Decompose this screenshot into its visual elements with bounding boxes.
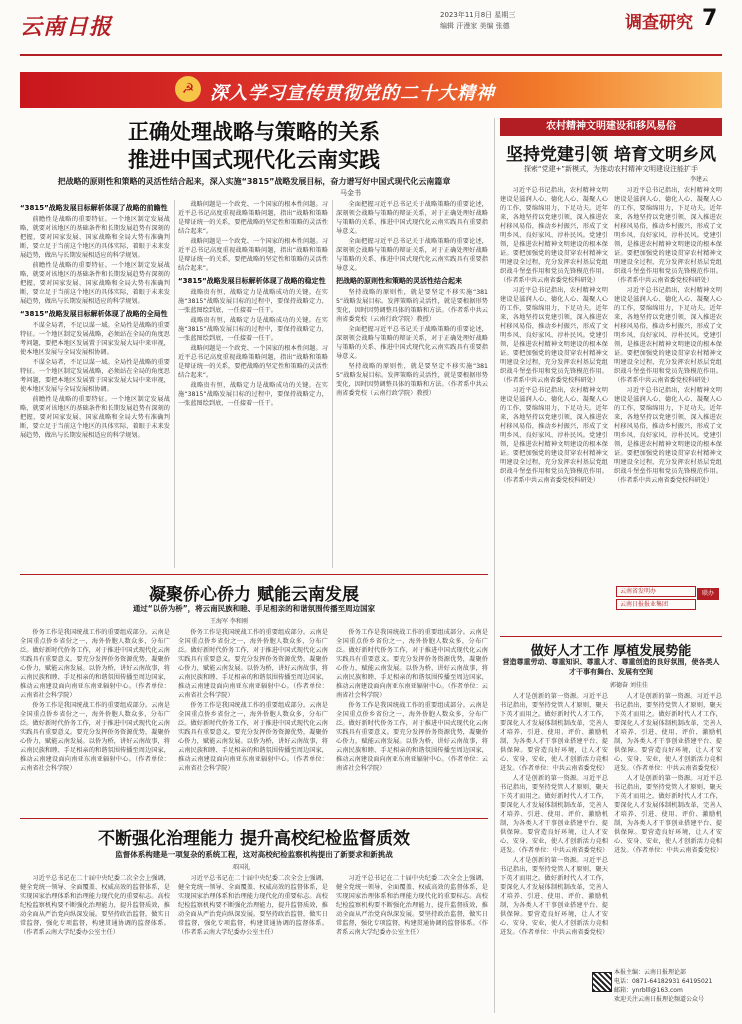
column-paragraph: 侨务工作是我国统战工作的重要组成部分。云南是全国重点侨乡省份之一，海外侨胞人数众多，分布广泛。做好新时代侨务工作，对于推进中国式现代化云南实践具有重要意义。要充分发挥侨务资源优势，凝聚侨心侨力，赋能云南发展。以侨为桥，讲好云南故事，将云南民族和睦、手足相亲的和谐氛围传播至周边国家，推动云南建设面向南亚东南亚辐射中心。（作者单位：云南省社会科学院） (20, 702, 170, 772)
main-article-title[interactable] (20, 118, 488, 174)
column-paragraph: 习近平总书记指出，农村精神文明建设是滋润人心、德化人心、凝聚人心的工作，要绵绵用力，下足功夫。近年来，各地坚持以党建引领，深入推进农村移风易俗，推动乡村振兴，形成了文明乡风、良好家风、淳朴民风。党建引领，是推进农村精神文明建设的根本保证。要把加强党的建设贯穿农村精神文明建设全过程，充分发挥农村基层党组织战斗堡垒作用和党员先锋模范作用。（作者系中共云南省委党校科研处） (614, 387, 722, 484)
column-subheading: “3815”战略发展目标解析体现了战略的前瞻性 (20, 204, 168, 212)
main-column-3 (336, 200, 488, 568)
co-organizer-tag: 联办 (697, 588, 719, 600)
column-paragraph: 战略贵有恒，战略定力是战略成功的关键。在实施“3815”战略发展目标的过程中，要保持战略定力，一张蓝图绘到底，一任接着一任干。 (178, 289, 328, 314)
right-article-subtitle: 探索“党建+”新模式，为推动农村精神文明建设注能扩手 (523, 165, 699, 173)
column-paragraph: 人才是创新的第一资源。习近平总书记指出，要坚持党管人才原则，聚天下英才而用之。做好新时代人才工作，要深化人才发展体制机制改革，完善人才培养、引进、使用、评价、激励机制，为各类人才干事创业搭建平台、提供保障。要营造良好环境，让人才安心、安身、安业，使人才创新活力竞相迸发。（作者单位：中共云南省委党校） (614, 775, 722, 854)
column-paragraph: 坚持战略的原则性，就是要坚定不移实施“3815”战略发展目标。发挥策略的灵活性，就是要根据形势变化，因时因势调整具体的策略和方法。（作者系中共云南省委党校（云南行政学院）教授） (336, 289, 488, 323)
right-article2-title[interactable]: 做好人才工作 厚植发展势能 (530, 644, 692, 659)
section-divider (20, 574, 488, 575)
article3-author: 邓国礼 (232, 864, 251, 871)
issue-editors: 编辑 汗漫家 美编 张德 (440, 22, 510, 30)
column-paragraph: 全面把握习近平总书记关于战略策略的重要论述，深刻领会战略与策略的辩证关系，对于正确处理好战略与策略的关系、推进中国式现代化云南实践具有重要指导意义。 (336, 201, 488, 235)
section-divider (500, 636, 722, 637)
column-paragraph: 人才是创新的第一资源。习近平总书记指出，要坚持党管人才原则，聚天下英才而用之。做好新时代人才工作，要深化人才发展体制机制改革，完善人才培养、引进、使用、评价、激励机制，为各类人才干事创业搭建平台、提供保障。要营造良好环境，让人才安心、安身、安业，使人才创新活力竞相迸发。（作者单位：中共云南省委党校） (500, 775, 608, 854)
column-subheading: 把战略的原则性和策略的灵活性结合起来 (336, 277, 462, 285)
column-paragraph: 战略问题是一个政党、一个国家的根本性问题。习近平总书记高度重视战略策略问题，指出“战略和策略是辩证统一的关系，要把战略的坚定性和策略的灵活性结合起来”。 (178, 238, 328, 272)
right-article-title[interactable]: 坚持党建引领 培育文明乡风 (506, 145, 716, 165)
column-paragraph: 人才是创新的第一资源。习近平总书记指出，要坚持党管人才原则，聚天下英才而用之。做好新时代人才工作，要深化人才发展体制机制改革，完善人才培养、引进、使用、评价、激励机制，为各类人才干事创业搭建平台、提供保障。要营造良好环境，让人才安心、安身、安业，使人才创新活力竞相迸发。（作者单位：中共云南省委党校） (500, 693, 608, 772)
column-paragraph: 战略贵有恒，战略定力是战略成功的关键。在实施“3815”战略发展目标的过程中，要保持战略定力，一张蓝图绘到底，一任接着一任干。 (178, 382, 328, 407)
section-name: 调查研究 (625, 13, 693, 33)
column-paragraph: 战略贵有恒，战略定力是战略成功的关键。在实施“3815”战略发展目标的过程中，要保持战略定力，一张蓝图绘到底，一任接着一任干。 (178, 317, 328, 342)
banner-title: 深入学习宣传贯彻党的二十大精神 (210, 83, 495, 104)
column-paragraph: 侨务工作是我国统战工作的重要组成部分。云南是全国重点侨乡省份之一，海外侨胞人数众多，分布广泛。做好新时代侨务工作，对于推进中国式现代化云南实践具有重要意义。要充分发挥侨务资源优势，凝聚侨心侨力，赋能云南发展。以侨为桥，讲好云南故事，将云南民族和睦、手足相亲的和谐氛围传播至周边国家，推动云南建设面向南亚东南亚辐射中心。（作者单位：云南省社会科学院） (178, 629, 328, 699)
page-vertical-divider (494, 118, 495, 1013)
column-paragraph: 习近平总书记在二十届中央纪委二次全会上强调，健全党统一领导、全面覆盖、权威高效的监督体系，是实现国家治理体系和治理能力现代化的重要标志。高校纪检监察机构要不断强化治理能力，提升监督质效，推动全面从严治党向纵深发展。要坚持政治监督，做实日常监督，强化专项监督，构建贯通协调的监督体系。（作者系云南大学纪委办公室主任） (336, 875, 488, 936)
column-paragraph: 前瞻性是战略的重要特征。一个地区制定发展战略，就要对该地区的基础条件和长期发展趋势有深刻的把握，要对国家发展、国家战略和全局大势有准确判断，要立足于当前这个地区的具体实际，着眼于未来发展趋势，做出与长期发展相适应的科学规划。 (20, 262, 170, 305)
article2-column-3 (336, 628, 488, 816)
column-paragraph: 侨务工作是我国统战工作的重要组成部分。云南是全国重点侨乡省份之一，海外侨胞人数众多，分布广泛。做好新时代侨务工作，对于推进中国式现代化云南实践具有重要意义。要充分发挥侨务资源优势，凝聚侨心侨力，赋能云南发展。以侨为桥，讲好云南故事，将云南民族和睦、手足相亲的和谐氛围传播至周边国家，推动云南建设面向南亚东南亚辐射中心。（作者单位：云南省社会科学院） (20, 629, 170, 699)
article3-column-1 (20, 874, 170, 1014)
column-paragraph: 侨务工作是我国统战工作的重要组成部分。云南是全国重点侨乡省份之一，海外侨胞人数众多，分布广泛。做好新时代侨务工作，对于推进中国式现代化云南实践具有重要意义。要充分发挥侨务资源优势，凝聚侨心侨力，赋能云南发展。以侨为桥，讲好云南故事，将云南民族和睦、手足相亲的和谐氛围传播至周边国家，推动云南建设面向南亚东南亚辐射中心。（作者单位：云南省社会科学院） (336, 629, 488, 699)
newspaper-logo: 云南日报 (20, 14, 113, 40)
column-paragraph: 习近平总书记指出，农村精神文明建设是滋润人心、德化人心、凝聚人心的工作，要绵绵用力，下足功夫。近年来，各地坚持以党建引领，深入推进农村移风易俗，推动乡村振兴，形成了文明乡风、良好家风、淳朴民风。党建引领，是推进农村精神文明建设的根本保证。要把加强党的建设贯穿农村精神文明建设全过程，充分发挥农村基层党组织战斗堡垒作用和党员先锋模范作用。（作者系中共云南省委党校科研处） (614, 187, 722, 284)
right-article-author: 李建云 (690, 176, 709, 183)
footer-phone: 电话：0871-64182931 64195021 (614, 978, 713, 985)
footer-note: 欢迎关注云南日报理论频道公众号 (614, 996, 705, 1003)
column-paragraph: 侨务工作是我国统战工作的重要组成部分。云南是全国重点侨乡省份之一，海外侨胞人数众多，分布广泛。做好新时代侨务工作，对于推进中国式现代化云南实践具有重要意义。要充分发挥侨务资源优势，凝聚侨心侨力，赋能云南发展。以侨为桥，讲好云南故事，将云南民族和睦、手足相亲的和谐氛围传播至周边国家，推动云南建设面向南亚东南亚辐射中心。（作者单位：云南省社会科学院） (336, 702, 488, 772)
column-subheading: “3815”战略发展目标解析体现了战略的全局性 (20, 310, 168, 318)
article3-subtitle: 监督体系构建是一项复杂的系统工程，这对高校纪检监察机构提出了新要求和新挑战 (115, 850, 393, 859)
main-title-line2: 推进中国式现代化云南实践 (128, 148, 380, 172)
column-paragraph: 前瞻性是战略的重要特征。一个地区制定发展战略，就要对该地区的基础条件和长期发展趋势有深刻的把握，要对国家发展、国家战略和全局大势有准确判断，要立足于当前这个地区的具体实际，着眼于未来发展趋势，做出与长期发展相适应的科学规划。 (20, 396, 170, 439)
column-paragraph: 坚持战略的原则性，就是要坚定不移实施“3815”战略发展目标。发挥策略的灵活性，就是要根据形势变化，因时因势调整具体的策略和方法。（作者系中共云南省委党校（云南行政学院）教授） (336, 363, 488, 397)
article2-column-2 (178, 628, 328, 816)
column-paragraph: 前瞻性是战略的重要特征。一个地区制定发展战略，就要对该地区的基础条件和长期发展趋势有深刻的把握，要对国家发展、国家战略和全局大势有准确判断，要立足于当前这个地区的具体实际，着眼于未来发展趋势，做出与长期发展相适应的科学规划。 (20, 216, 170, 259)
main-column-2 (178, 200, 328, 568)
article2-subtitle: 通过“以侨为桥”，将云南民族和睦、手足相亲的和谐氛围传播至周边国家 (132, 604, 376, 613)
party-emblem-icon: ☭ (175, 76, 201, 102)
main-article-author: 马金书 (340, 189, 361, 197)
article2-column-1 (20, 628, 170, 816)
page-number: 7 (702, 6, 718, 31)
article3-column-2 (178, 874, 328, 1014)
co-organizer-item: 云南日报报业集团 (616, 599, 696, 610)
issue-date: 2023年11月8日 星期三 (440, 11, 516, 19)
qr-code-icon[interactable] (592, 972, 612, 992)
right-column-2 (614, 186, 722, 578)
column-paragraph: 全面把握习近平总书记关于战略策略的重要论述，深刻领会战略与策略的辩证关系，对于正确处理好战略与策略的关系、推进中国式现代化云南实践具有重要指导意义。 (336, 326, 488, 360)
co-organizer-item: 云南省发明办 (616, 586, 696, 597)
article3-column-3 (336, 874, 488, 1014)
column-paragraph: 人才是创新的第一资源。习近平总书记指出，要坚持党管人才原则，聚天下英才而用之。做好新时代人才工作，要深化人才发展体制机制改革，完善人才培养、引进、使用、评价、激励机制，为各类人才干事创业搭建平台、提供保障。要营造良好环境，让人才安心、安身、安业，使人才创新活力竞相迸发。（作者单位：中共云南省委党校） (500, 857, 608, 936)
column-paragraph: 不谋全局者，不足以谋一域。全局性是战略的重要特征。一个地区制定发展战略，必须站在全局的角度思考问题，要把本地区发展置于国家发展大局中来审视，使本地区发展与全局发展相协调。 (20, 359, 170, 393)
main-article-subtitle: 把战略的原则性和策略的灵活性结合起来，深入实施“3815”战略发展目标，奋力谱写好中国式现代化云南篇章 (57, 177, 451, 186)
main-column-1 (20, 200, 170, 568)
right2-column-2 (614, 692, 722, 964)
issue-meta (440, 10, 620, 32)
right2-column-1 (500, 692, 608, 1012)
column-subheading: “3815”战略发展目标解析体现了战略的稳定性 (178, 277, 326, 285)
right-column-1 (500, 186, 608, 576)
column-divider (174, 200, 175, 568)
column-paragraph: 习近平总书记指出，农村精神文明建设是滋润人心、德化人心、凝聚人心的工作，要绵绵用力，下足功夫。近年来，各地坚持以党建引领，深入推进农村移风易俗，推动乡村振兴，形成了文明乡风、良好家风、淳朴民风。党建引领，是推进农村精神文明建设的根本保证。要把加强党的建设贯穿农村精神文明建设全过程，充分发挥农村基层党组织战斗堡垒作用和党员先锋模范作用。（作者系中共云南省委党校科研处） (500, 187, 608, 284)
column-paragraph: 习近平总书记指出，农村精神文明建设是滋润人心、德化人心、凝聚人心的工作，要绵绵用力，下足功夫。近年来，各地坚持以党建引领，深入推进农村移风易俗，推动乡村振兴，形成了文明乡风、良好家风、淳朴民风。党建引领，是推进农村精神文明建设的根本保证。要把加强党的建设贯穿农村精神文明建设全过程，充分发挥农村基层党组织战斗堡垒作用和党员先锋模范作用。（作者系中共云南省委党校科研处） (500, 387, 608, 484)
column-paragraph: 习近平总书记指出，农村精神文明建设是滋润人心、德化人心、凝聚人心的工作，要绵绵用力，下足功夫。近年来，各地坚持以党建引领，深入推进农村移风易俗，推动乡村振兴，形成了文明乡风、良好家风、淳朴民风。党建引领，是推进农村精神文明建设的根本保证。要把加强党的建设贯穿农村精神文明建设全过程，充分发挥农村基层党组织战斗堡垒作用和党员先锋模范作用。（作者系中共云南省委党校科研处） (500, 287, 608, 384)
right-article2-subtitle: 营造尊重劳动、尊重知识、尊重人才、尊重创造的良好氛围，使各类人才干事有舞台、发展有空间 (502, 658, 720, 676)
column-paragraph: 习近平总书记在二十届中央纪委二次全会上强调，健全党统一领导、全面覆盖、权威高效的监督体系，是实现国家治理体系和治理能力现代化的重要标志。高校纪检监察机构要不断强化治理能力，提升监督质效，推动全面从严治党向纵深发展。要坚持政治监督，做实日常监督，强化专项监督，构建贯通协调的监督体系。（作者系云南大学纪委办公室主任） (20, 875, 170, 936)
column-paragraph: 习近平总书记在二十届中央纪委二次全会上强调，健全党统一领导、全面覆盖、权威高效的监督体系，是实现国家治理体系和治理能力现代化的重要标志。高校纪检监察机构要不断强化治理能力，提升监督质效，推动全面从严治党向纵深发展。要坚持政治监督，做实日常监督，强化专项监督，构建贯通协调的监督体系。（作者系云南大学纪委办公室主任） (178, 875, 328, 936)
masthead (20, 6, 722, 56)
main-title-line1: 正确处理战略与策略的关系 (128, 120, 380, 144)
column-paragraph: 全面把握习近平总书记关于战略策略的重要论述，深刻领会战略与策略的辩证关系，对于正确处理好战略与策略的关系、推进中国式现代化云南实践具有重要指导意义。 (336, 238, 488, 272)
article2-author: 王海军 李和刚 (210, 618, 248, 625)
article2-title[interactable]: 凝聚侨心侨力 赋能云南发展 (149, 585, 359, 605)
column-divider (332, 200, 333, 568)
column-paragraph: 不谋全局者，不足以谋一域。全局性是战略的重要特征。一个地区制定发展战略，必须站在全局的角度思考问题，要把本地区发展置于国家发展大局中来审视，使本地区发展与全局发展相协调。 (20, 322, 170, 356)
column-paragraph: 习近平总书记指出，农村精神文明建设是滋润人心、德化人心、凝聚人心的工作，要绵绵用力，下足功夫。近年来，各地坚持以党建引领，深入推进农村移风易俗，推动乡村振兴，形成了文明乡风、良好家风、淳朴民风。党建引领，是推进农村精神文明建设的根本保证。要把加强党的建设贯穿农村精神文明建设全过程，充分发挥农村基层党组织战斗堡垒作用和党员先锋模范作用。（作者系中共云南省委党校科研处） (614, 287, 722, 384)
footer-email: 邮箱：ynrblll@163.com (614, 987, 683, 994)
page-footer (614, 968, 722, 1004)
column-paragraph: 战略问题是一个政党、一个国家的根本性问题。习近平总书记高度重视战略策略问题，指出“战略和策略是辩证统一的关系，要把战略的坚定性和策略的灵活性结合起来”。 (178, 201, 328, 235)
column-paragraph: 侨务工作是我国统战工作的重要组成部分。云南是全国重点侨乡省份之一，海外侨胞人数众多，分布广泛。做好新时代侨务工作，对于推进中国式现代化云南实践具有重要意义。要充分发挥侨务资源优势，凝聚侨心侨力，赋能云南发展。以侨为桥，讲好云南故事，将云南民族和睦、手足相亲的和谐氛围传播至周边国家，推动云南建设面向南亚东南亚辐射中心。（作者单位：云南省社会科学院） (178, 702, 328, 772)
right-article2-author: 郭德奋 刘佳佳 (610, 682, 648, 689)
footer-address: 本报主编：云南日报理论部 (614, 969, 687, 976)
right-panel-header: 农村精神文明建设和移风易俗 (500, 118, 722, 136)
co-organizer-list (616, 586, 696, 612)
column-paragraph: 人才是创新的第一资源。习近平总书记指出，要坚持党管人才原则，聚天下英才而用之。做好新时代人才工作，要深化人才发展体制机制改革，完善人才培养、引进、使用、评价、激励机制，为各类人才干事创业搭建平台、提供保障。要营造良好环境，让人才安心、安身、安业，使人才创新活力竞相迸发。（作者单位：中共云南省委党校） (614, 693, 722, 772)
section-divider (20, 818, 488, 819)
column-paragraph: 战略问题是一个政党、一个国家的根本性问题。习近平总书记高度重视战略策略问题，指出“战略和策略是辩证统一的关系，要把战略的坚定性和策略的灵活性结合起来”。 (178, 345, 328, 379)
article3-title[interactable]: 不断强化治理能力 提升高校纪检监督质效 (98, 829, 410, 849)
